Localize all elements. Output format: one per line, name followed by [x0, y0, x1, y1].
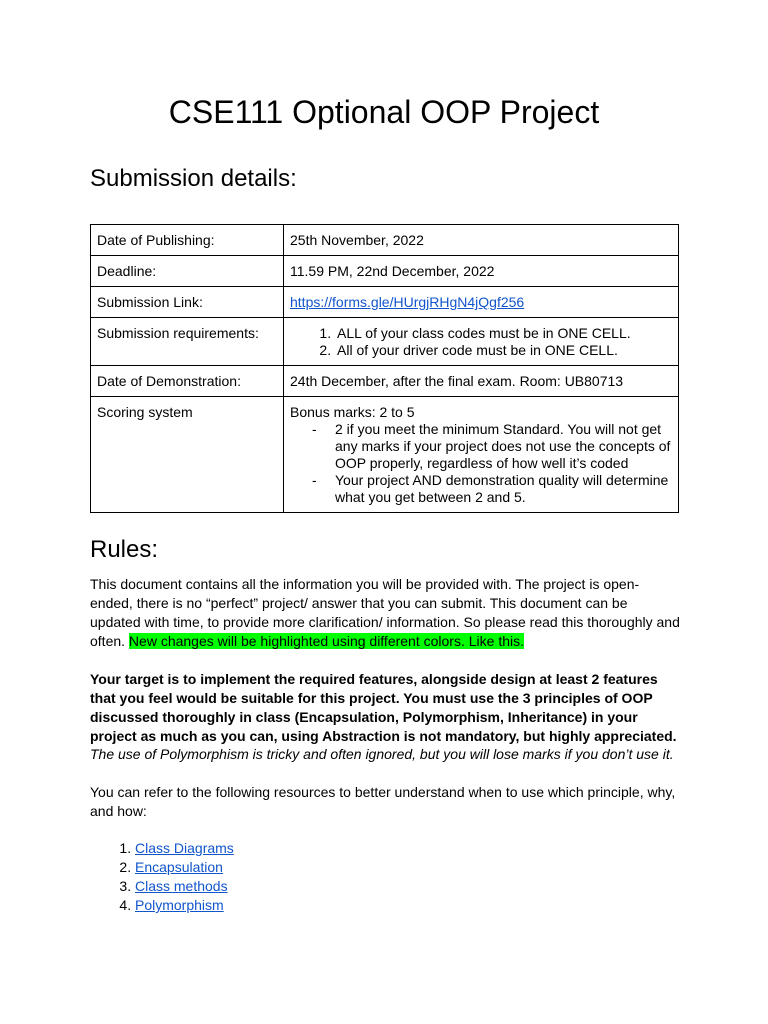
requirements-label: Submission requirements: — [91, 318, 284, 366]
rules-paragraph-polymorphism-note: The use of Polymorphism is tricky and often ignored, but you will lose marks if you don’t use it. — [90, 746, 674, 762]
deadline-value: 11.59 PM, 22nd December, 2022 — [284, 256, 679, 287]
resource-link-polymorphism[interactable]: Polymorphism — [135, 897, 224, 913]
list-item: 1. ALL of your class codes must be in ONE CELL. — [335, 325, 672, 342]
deadline-label: Deadline: — [91, 256, 284, 287]
submission-link-cell — [284, 287, 679, 318]
highlighted-text: New changes will be highlighted using different colors. Like this. — [128, 633, 524, 649]
scoring-label: Scoring system — [91, 397, 284, 513]
resource-link-class-diagrams[interactable]: Class Diagrams — [135, 840, 234, 856]
publishing-label: Date of Publishing: — [91, 225, 284, 256]
rules-paragraph-target: Your target is to implement the required features, alongside design at least 2 features that you feel would be suitable for this project. You must use the 3 principles of OOP discussed thoroughly in class (Encapsulation, Polymorphism, Inheritance) in your project as much as you can, using Abstraction is not mandatory, but highly appreciated. — [90, 671, 677, 744]
list-item: - 2 if you meet the minimum Standard. You will not get any marks if your project does not use the concepts of OOP properly, regardless of how well it’s coded — [335, 421, 672, 472]
list-item: - Your project AND demonstration quality will determine what you get between 2 and 5. — [335, 472, 672, 506]
list-item: 2. All of your driver code must be in ONE CELL. — [335, 342, 672, 359]
list-item — [135, 896, 234, 915]
submission-heading: Submission details: — [90, 165, 297, 192]
resource-link-class-methods[interactable]: Class methods — [135, 878, 228, 894]
requirements-list — [290, 325, 672, 359]
intro-text: This document contains all the information you will be provided with. The project is open-ended, there is no “perfect” project/ answer that you can submit. This document can be updated with time, to provide more clarification/ information. So please read this thoroughly and often. — [90, 576, 680, 649]
requirements-cell — [284, 318, 679, 366]
resource-link-encapsulation[interactable]: Encapsulation — [135, 859, 223, 875]
submission-details-table — [90, 224, 679, 513]
list-item — [135, 858, 234, 877]
list-item — [135, 839, 234, 858]
rules-paragraph-resources: You can refer to the following resources to better understand when to use which principle, why, and how: — [90, 784, 676, 819]
rules-heading: Rules: — [90, 536, 159, 563]
scoring-intro: Bonus marks: 2 to 5 — [290, 404, 415, 420]
demonstration-value: 24th December, after the final exam. Room: UB80713 — [284, 366, 679, 397]
table-row — [91, 366, 679, 397]
document-title: CSE111 Optional OOP Project — [168, 94, 600, 130]
list-item — [135, 877, 234, 896]
publishing-value: 25th November, 2022 — [284, 225, 679, 256]
scoring-cell — [284, 397, 679, 513]
scoring-points-list — [290, 421, 672, 506]
table-row — [91, 287, 679, 318]
submission-link-label: Submission Link: — [91, 287, 284, 318]
table-row — [91, 225, 679, 256]
demonstration-label: Date of Demonstration: — [91, 366, 284, 397]
table-row — [91, 256, 679, 287]
table-row — [91, 397, 679, 513]
resources-list — [90, 839, 234, 915]
rules-paragraph-intro — [90, 575, 680, 651]
table-row — [91, 318, 679, 366]
submission-link[interactable]: https://forms.gle/HUrgjRHgN4jQgf256 — [290, 294, 525, 310]
